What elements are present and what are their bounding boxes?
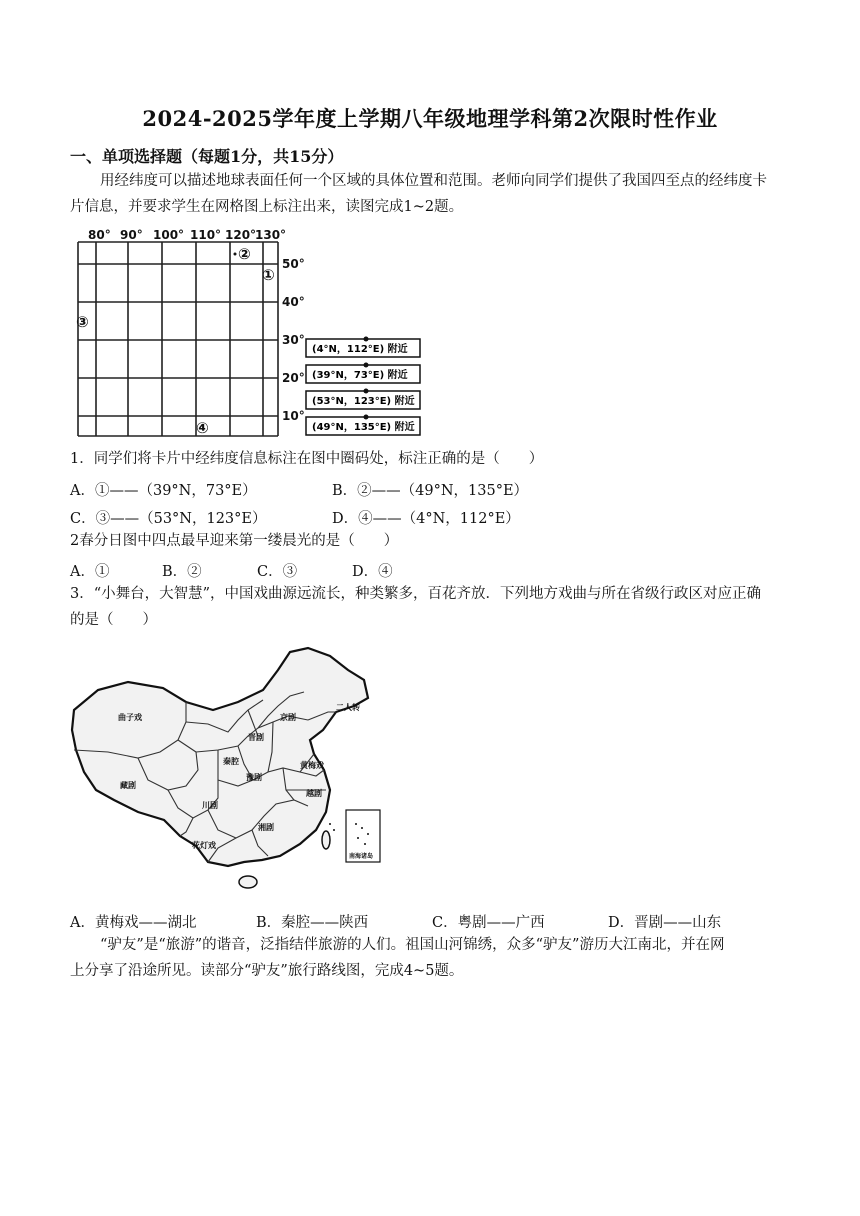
map-label-xiangju: 湘剧 [258, 823, 274, 832]
lat-label-40: 40° [282, 295, 305, 309]
lat-label-20: 20° [282, 371, 305, 385]
china-opera-map [68, 640, 388, 900]
q2-option-b[interactable]: B．② [162, 564, 202, 580]
q1-option-a[interactable]: A．①——（39°N，73°E） [70, 483, 257, 499]
lon-label-100: 100° [153, 228, 185, 242]
map-label-chuanju: 川剧 [202, 801, 218, 810]
intro-paragraph-line2: 片信息，并要求学生在网格图上标注出来，读图完成1~2题。 [70, 199, 464, 215]
map-label-quzi: 曲子戏 [118, 713, 142, 722]
map-label-jingju: 京剧 [280, 713, 296, 722]
lat-label-10: 10° [282, 409, 305, 423]
intro-paragraph-line1: 用经纬度可以描述地球表面任何一个区域的具体位置和范围。老师向同学们提供了我国四至点的经纬度卡 [100, 173, 767, 189]
marker-1: ① [262, 266, 275, 284]
card-4: (49°N，135°E) 附近 [312, 422, 415, 433]
section-heading: 一、单项选择题（每题1分，共15分） [70, 147, 344, 166]
map-label-zangju: 藏剧 [120, 781, 136, 790]
q3-option-b[interactable]: B．秦腔——陕西 [256, 915, 369, 931]
lat-label-50: 50° [282, 257, 305, 271]
lon-label-120: 120° [225, 228, 257, 242]
lon-label-80: 80° [88, 228, 111, 242]
q1-option-d[interactable]: D．④——（4°N，112°E） [332, 511, 520, 527]
grid-lines [78, 242, 278, 436]
intro2-paragraph-line1: “驴友”是“旅游”的谐音，泛指结伴旅游的人们。祖国山河锦绣，众多“驴友”游历大江南北，并在网 [100, 937, 725, 953]
q3-option-c[interactable]: C．粤剧——广西 [432, 915, 545, 931]
lon-label-130: 130° [255, 228, 287, 242]
lat-lon-grid-figure [70, 222, 430, 444]
lat-label-30: 30° [282, 333, 305, 347]
lon-label-90: 90° [120, 228, 143, 242]
map-label-errenzhuan: 二人转 [336, 703, 360, 712]
page-title: 2024-2025学年度上学期八年级地理学科第2次限时性作业 [142, 106, 718, 131]
q2-option-a[interactable]: A．① [70, 564, 110, 580]
q1-stem: 1．同学们将卡片中经纬度信息标注在图中圈码处，标注正确的是（ ） [70, 451, 544, 467]
map-label-qinqiang: 秦腔 [223, 757, 239, 766]
q3-option-a[interactable]: A．黄梅戏——湖北 [70, 915, 197, 931]
intro2-paragraph-line2: 上分享了沿途所见。读部分“驴友”旅行路线图，完成4~5题。 [70, 963, 464, 979]
q2-option-d[interactable]: D．④ [352, 564, 393, 580]
q3-option-d[interactable]: D．晋剧——山东 [608, 915, 722, 931]
hainan-island [239, 876, 257, 888]
map-label-yueju: 越剧 [306, 789, 322, 798]
q1-option-c[interactable]: C．③——（53°N，123°E） [70, 511, 267, 527]
marker-2: ② [238, 245, 251, 263]
map-label-huadeng: 花灯戏 [192, 841, 216, 850]
map-label-jinju: 晋剧 [248, 733, 264, 742]
marker-4: ④ [196, 419, 209, 437]
q2-option-c[interactable]: C．③ [257, 564, 298, 580]
card-2: (39°N，73°E) 附近 [312, 370, 408, 381]
taiwan-island [322, 831, 330, 849]
map-label-huangmei: 黄梅戏 [300, 761, 324, 770]
q1-option-b[interactable]: B．②——（49°N，135°E） [332, 483, 529, 499]
marker-3: ③ [76, 313, 89, 331]
card-1: (4°N，112°E) 附近 [312, 344, 408, 355]
coordinate-cards [306, 337, 420, 436]
map-label-yuju: 豫剧 [246, 773, 262, 782]
card-3: (53°N，123°E) 附近 [312, 396, 415, 407]
inset-label: 南海诸岛 [349, 853, 374, 860]
q3-stem-line1: 3．“小舞台，大智慧”，中国戏曲源远流长，种类繁多，百花齐放．下列地方戏曲与所在省级行政区对应正确 [70, 586, 762, 602]
q3-stem-line2: 的是（ ） [70, 612, 157, 628]
q2-stem: 2春分日图中四点最早迎来第一缕晨光的是（ ） [70, 533, 399, 549]
lon-label-110: 110° [190, 228, 222, 242]
